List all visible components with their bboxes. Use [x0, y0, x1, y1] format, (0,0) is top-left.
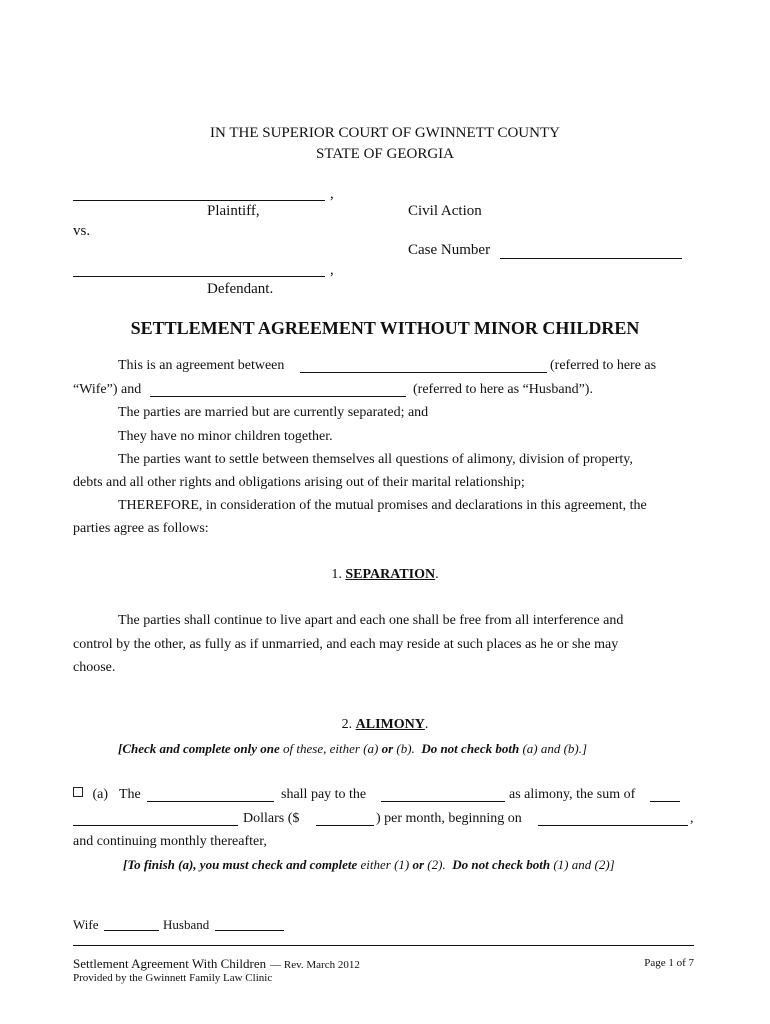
- instr-part-e: Do not check both: [421, 741, 520, 756]
- footer-title: [73, 955, 360, 973]
- instr-part-b: of these, either (a): [283, 741, 379, 756]
- sub-instr-e: Do not check both: [452, 857, 551, 872]
- instr-part-d: (b).: [396, 741, 415, 756]
- intro-line-5: The parties want to settle between themselves all questions of alimony, division of property,: [118, 452, 633, 467]
- section-1-heading: [0, 567, 770, 583]
- defendant-label: Defendant.: [207, 281, 274, 297]
- intro-line-6: debts and all other rights and obligations arising out of their marital relationship;: [73, 475, 525, 490]
- vs-label: vs.: [73, 223, 91, 239]
- section-1-line-2: control by the other, as fully as if unmarried, and each may reside at such places as he or she may: [73, 637, 619, 652]
- defendant-name-line[interactable]: [73, 276, 325, 277]
- section-1-line-3: choose.: [73, 660, 116, 675]
- option-a-row: [73, 787, 108, 803]
- section-2-number: 2.: [341, 717, 353, 732]
- sub-instr-d: (2).: [427, 857, 446, 872]
- section-2-instruction: [118, 741, 587, 757]
- option-a-instruction: [123, 857, 615, 873]
- intro-line-2a: “Wife”) and: [73, 382, 142, 397]
- defendant-comma: ,: [330, 262, 334, 278]
- section-2-heading: [0, 717, 770, 733]
- intro-line-4: They have no minor children together.: [118, 429, 333, 444]
- instr-part-f: (a) and (b).]: [522, 741, 588, 756]
- footer-title-text: Settlement Agreement With Children: [73, 956, 267, 971]
- section-1-period: .: [435, 567, 439, 582]
- option-a-label: (a): [92, 787, 109, 802]
- intro-line-8: parties agree as follows:: [73, 521, 209, 536]
- husband-name-line[interactable]: [150, 396, 406, 397]
- civil-action-label: Civil Action: [408, 203, 482, 219]
- intro-line-1b: (referred to here as: [550, 358, 657, 373]
- plaintiff-label: Plaintiff,: [207, 203, 260, 219]
- section-1-title: SEPARATION: [345, 567, 436, 582]
- payee-line[interactable]: [381, 801, 505, 802]
- option-a-comma: ,: [690, 811, 694, 826]
- section-2-title: ALIMONY: [355, 717, 425, 732]
- case-number-line[interactable]: [500, 258, 682, 259]
- section-1-line-1: The parties shall continue to live apart and each one shall be free from all interference and: [118, 613, 624, 628]
- initials-wife-label: Wife: [73, 917, 99, 932]
- initials-husband-label: Husband: [163, 917, 210, 932]
- sub-instr-b: either (1): [360, 857, 410, 872]
- section-1-number: 1.: [331, 567, 342, 582]
- option-a-the: The: [119, 787, 141, 802]
- start-date-line[interactable]: [538, 825, 688, 826]
- instr-part-c: or: [381, 741, 394, 756]
- amount-words-line-2[interactable]: [73, 825, 238, 826]
- initials-husband-line[interactable]: [215, 930, 284, 931]
- court-heading: IN THE SUPERIOR COURT OF GWINNETT COUNTY: [210, 125, 560, 141]
- footer-provided-by: Provided by the Gwinnett Family Law Clinic: [73, 972, 273, 984]
- option-a-per-month: ) per month, beginning on: [376, 811, 522, 826]
- option-a-shall-pay: shall pay to the: [281, 787, 367, 802]
- option-a-checkbox[interactable]: [73, 787, 83, 797]
- instr-part-a: [Check and complete only one: [118, 741, 280, 756]
- plaintiff-comma: ,: [330, 186, 334, 202]
- amount-words-line-1[interactable]: [650, 801, 680, 802]
- option-a-continuing: and continuing monthly thereafter,: [73, 834, 267, 849]
- wife-name-line[interactable]: [300, 372, 547, 373]
- sub-instr-f: (1) and (2)]: [553, 857, 615, 872]
- intro-line-1a: This is an agreement between: [118, 358, 285, 373]
- amount-number-line[interactable]: [316, 825, 374, 826]
- section-2-period: .: [424, 717, 429, 732]
- case-number-label: Case Number: [408, 242, 491, 258]
- footer-divider: [73, 945, 694, 946]
- plaintiff-name-line[interactable]: [73, 200, 325, 201]
- sub-instr-c: or: [412, 857, 425, 872]
- state-heading: STATE OF GEORGIA: [316, 146, 454, 162]
- intro-line-2b: (referred to here as “Husband”).: [413, 382, 593, 397]
- payer-line[interactable]: [147, 801, 274, 802]
- sub-instr-a: [To finish (a), you must check and complete: [123, 857, 358, 872]
- intro-line-3: The parties are married but are currently separated; and: [118, 405, 429, 420]
- footer-rev: — Rev. March 2012: [270, 959, 360, 971]
- option-a-dollars: Dollars ($: [243, 811, 300, 826]
- document-title: SETTLEMENT AGREEMENT WITHOUT MINOR CHILDREN: [130, 318, 640, 338]
- intro-line-7: THEREFORE, in consideration of the mutual promises and declarations in this agreement, the: [118, 498, 647, 513]
- option-a-as-alimony: as alimony, the sum of: [509, 787, 636, 802]
- initials-wife-line[interactable]: [104, 930, 159, 931]
- footer-page-number: Page 1 of 7: [644, 957, 694, 969]
